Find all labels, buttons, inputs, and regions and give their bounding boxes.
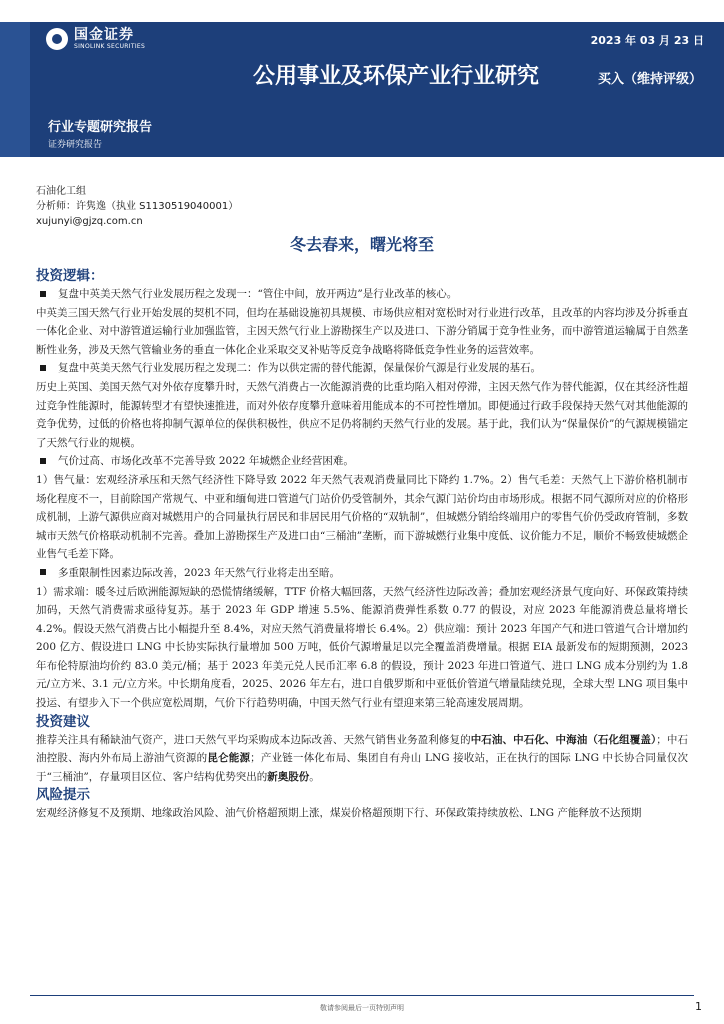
- logo-mark-icon: [46, 28, 68, 50]
- header-accent: [0, 22, 30, 157]
- report-title: 公用事业及环保产业行业研究: [252, 64, 539, 89]
- paragraph: 推荐关注具有稀缺油气资产，进口天然气平均采购成本边际改善、天然气销售业务盈利修复的中石油、中石化、中海油（石化组覆盖）；中石油控股、海内外布局上游油气资源的昆仑能源；产业链一体化布局、集团自有舟山 LNG 接收站，正在执行的国际 LNG 中长协合同量仅次于“三桶油”，存量项目区位、客户结构优势突出的新奥股份。: [36, 733, 689, 783]
- logo-en: SINOLINK SECURITIES: [74, 43, 146, 50]
- logo-cn: 国金证券: [74, 27, 134, 43]
- section-heading-logic: 投资逻辑：: [36, 268, 104, 284]
- report-date: 2023 年 03 月 23 日: [590, 34, 704, 47]
- section-heading-risk: 风险提示: [36, 787, 90, 804]
- report-subtype: 证券研究报告: [48, 140, 103, 150]
- bullet-item: 多重限制性因素边际改善，2023 年天然气行业将走出至暗。: [36, 564, 688, 583]
- analyst-name: 分析师：许隽逸（执业 S1130519040001）: [36, 201, 239, 212]
- square-bullet-icon: [40, 458, 46, 464]
- rating-badge: 买入（维持评级）: [597, 72, 702, 87]
- analyst-info: [36, 184, 238, 229]
- report-type: 行业专题研究报告: [48, 120, 153, 135]
- section-heading-suggestion: 投资建议: [36, 713, 90, 730]
- page-number: 1: [695, 1000, 702, 1013]
- square-bullet-icon: [40, 365, 46, 371]
- square-bullet-icon: [40, 569, 46, 575]
- paragraph: 1）需求端：暖冬过后欧洲能源短缺的恐慌情绪缓解，TTF 价格大幅回落，天然气经济性边际改善；叠加宏观经济景气度向好、环保政策持续加码，天然气消费需求亟待复苏。基于 2023 年 GDP 增速 5.5%、能源消费弹性系数 0.77 的假设，对应 2023 年能源消费总量将增长 4.2%。假设天然气消费占比小幅提升至 8.4%，对应天然气消费量将增长 6.4%。2）供应端：预计 2023 年国产气和进口管道气合计增加约 200 亿方、假设进口 LNG 中长协实际执行量增加 500 万吨，低价气源增量足以完全覆盖消费增量。根据 EIA 最新发布的短期预测，2023 年布伦特原油均价约 83.0 美元/桶；基于 2023 年美元兑人民币汇率 6.8 的假设，预计 2023 年进口管道气、进口 LNG 成本分别约为 1.8 元/立方米、3.1 元/立方米。中长期角度看，2025、2026 年左右，进口自俄罗斯和中亚低价管道气增量陆续兑现，全球大型 LNG 项目集中投运、有望步入下一个供应宽松周期，气价下行趋势明确，中国天然气行业有望迎来第三轮高速发展周期。: [36, 585, 688, 710]
- disclaimer-note: 敬请参阅最后一页特别声明: [320, 1004, 404, 1012]
- report-header: [0, 0, 724, 157]
- bullet-item: 复盘中英美天然气行业发展历程之发现二：作为以供定需的替代能源，保量保价气源是行业发展的基石。: [36, 359, 688, 378]
- bullet-item: 气价过高、市场化改革不完善导致 2022 年城燃企业经营困难。: [36, 452, 688, 471]
- square-bullet-icon: [40, 291, 46, 297]
- main-title: 冬去春来，曙光将至: [289, 235, 434, 254]
- paragraph: 中英美三国天然气行业开始发展的契机不同，但均在基础设施初具规模、市场供应相对宽松时对行业进行改革，且改革的内容均涉及分拆垂直一体化企业、对中游管道运输行业加强监管，主因天然气行业上游勘探生产以及进口、下游分销属于竞争性业务，而中游管道运输属于自然垄断性业务，涉及天然气管输业务的垂直一体化企业采取交叉补贴等反竞争战略将降低竞争性业务的运营效率。: [36, 306, 688, 356]
- company-logo: [46, 28, 145, 50]
- bullet-item: 复盘中英美天然气行业发展历程之发现一：“管住中间，放开两边”是行业改革的核心。: [36, 285, 688, 304]
- paragraph: 历史上英国、美国天然气对外依存度攀升时，天然气消费占一次能源消费的比重均陷入相对停滞，主因天然气作为替代能源，仅在其经济性超过竞争性能源时，能源转型才有望快速推进，而对外依存度攀升意味着用能成本的不可控性增加。即便通过行政手段保持天然气对其他能源的竞争优势，过低的价格也将抑制气源单位的保供积极性，供应不足仍将制约天然气行业的发展。基于此，我们认为“保量保价”的气源规模锚定了天然气行业的规模。: [36, 380, 688, 449]
- report-body: [36, 267, 688, 823]
- analyst-email[interactable]: xujunyi@gjzq.com.cn: [36, 216, 143, 227]
- footer-divider: [30, 995, 694, 996]
- paragraph: 1）售气量：宏观经济承压和天然气经济性下降导致 2022 年天然气表观消费量同比下降约 1.7%。2）售气毛差：天然气上下游价格机制市场化程度不一，目前除国产常规气、中亚和缅甸进口管道气门站价仍受管制外，其余气源门站价均由市场形成。根据不同气源所对应的价格形成机制，上游气源供应商对城燃用户的合同量执行居民和非居民用气价格的“双轨制”，但城燃分销给终端用户的零售气价仍受政府管制，多数城市天然气价格联动机制不完善。叠加上游勘探生产及进口由“三桶油”垄断，而下游城燃行业集中度低、议价能力不足，顺价不畅致使城燃企业售气毛差下降。: [36, 473, 688, 561]
- paragraph: 宏观经济修复不及预期、地缘政治风险、油气价格超预期上涨，煤炭价格超预期下行、环保政策持续放松、LNG 产能释放不达预期: [36, 807, 642, 820]
- team-name: 石油化工组: [36, 186, 86, 197]
